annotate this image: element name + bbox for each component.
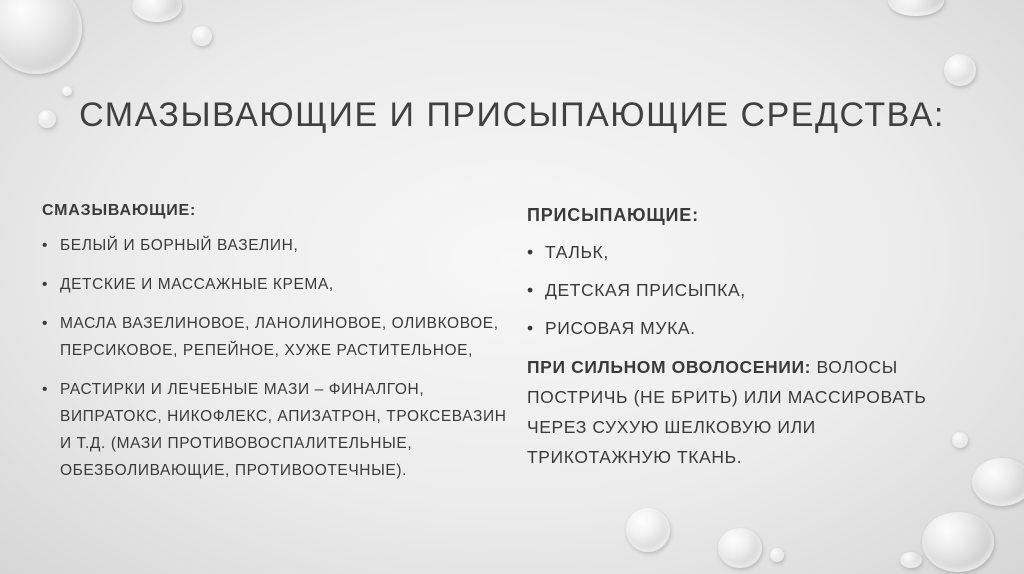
water-drop-decoration bbox=[770, 548, 784, 562]
slide-title: СМАЗЫВАЮЩИЕ И ПРИСЫПАЮЩИЕ СРЕДСТВА: bbox=[79, 96, 945, 134]
water-drop-decoration bbox=[626, 508, 670, 552]
list-item bbox=[42, 310, 512, 364]
left-heading: СМАЗЫВАЮЩИЕ: bbox=[42, 202, 197, 219]
list-item-text: РИСОВАЯ МУКА. bbox=[545, 318, 696, 338]
water-drop-decoration bbox=[944, 54, 976, 86]
right-heading: ПРИСЫПАЮЩИЕ: bbox=[527, 205, 699, 225]
bullet-icon: • bbox=[527, 280, 534, 300]
water-drop-decoration bbox=[132, 0, 182, 22]
list-item bbox=[42, 376, 512, 484]
list-item-text: РАСТИРКИ И ЛЕЧЕБНЫЕ МАЗИ – ФИНАЛГОН, ВИПРАТОКС, НИКОФЛЕКС, АПИЗАТРОН, ТРОКСЕВАЗИН И Т.Д. (МАЗИ ПРОТИВОВОСПАЛИТЕЛЬНЫЕ, ОБЕЗБОЛИВАЮЩИЕ, ПРОТИВООТЕЧНЫЕ). bbox=[60, 381, 507, 479]
list-item-text: МАСЛА ВАЗЕЛИНОВОЕ, ЛАНОЛИНОВОЕ, ОЛИВКОВОЕ, ПЕРСИКОВОЕ, РЕПЕЙНОЕ, ХУЖЕ РАСТИТЕЛЬНОЕ, bbox=[60, 315, 499, 359]
list-item-text: БЕЛЫЙ И БОРНЫЙ ВАЗЕЛИН, bbox=[60, 237, 299, 254]
bullet-icon: • bbox=[42, 381, 49, 398]
bullet-icon: • bbox=[42, 315, 49, 332]
bullet-icon: • bbox=[527, 242, 534, 262]
list-item bbox=[42, 271, 512, 298]
bullet-icon: • bbox=[42, 237, 49, 254]
list-item bbox=[527, 316, 947, 340]
bullet-icon: • bbox=[42, 276, 49, 293]
right-list bbox=[527, 240, 947, 340]
water-drop-decoration bbox=[972, 458, 1024, 506]
water-drop-decoration bbox=[0, 0, 82, 74]
water-drop-decoration bbox=[888, 0, 944, 16]
note-label: ПРИ СИЛЬНОМ ОВОЛОСЕНИИ: bbox=[527, 357, 812, 377]
water-drop-decoration bbox=[952, 432, 968, 448]
list-item bbox=[527, 278, 947, 302]
water-drop-decoration bbox=[922, 512, 994, 572]
right-column bbox=[527, 205, 947, 472]
water-drop-decoration bbox=[718, 528, 762, 568]
water-drop-decoration bbox=[192, 26, 212, 46]
list-item-text: ДЕТСКАЯ ПРИСЫПКА, bbox=[545, 280, 746, 300]
water-drop-decoration bbox=[900, 552, 922, 568]
hair-note bbox=[527, 352, 947, 472]
list-item bbox=[527, 240, 947, 264]
note-text: ВОЛОСЫ ПОСТРИЧЬ (НЕ БРИТЬ) ИЛИ МАССИРОВАТЬ ЧЕРЕЗ СУХУЮ ШЕЛКОВУЮ ИЛИ ТРИКОТАЖНУЮ ТКАНЬ. bbox=[527, 357, 927, 467]
left-list bbox=[42, 232, 512, 484]
list-item-text: ТАЛЬК, bbox=[545, 242, 609, 262]
list-item bbox=[42, 232, 512, 259]
left-column bbox=[42, 202, 512, 496]
water-drop-decoration bbox=[62, 86, 72, 96]
list-item-text: ДЕТСКИЕ И МАССАЖНЫЕ КРЕМА, bbox=[60, 276, 334, 293]
bullet-icon: • bbox=[527, 318, 534, 338]
